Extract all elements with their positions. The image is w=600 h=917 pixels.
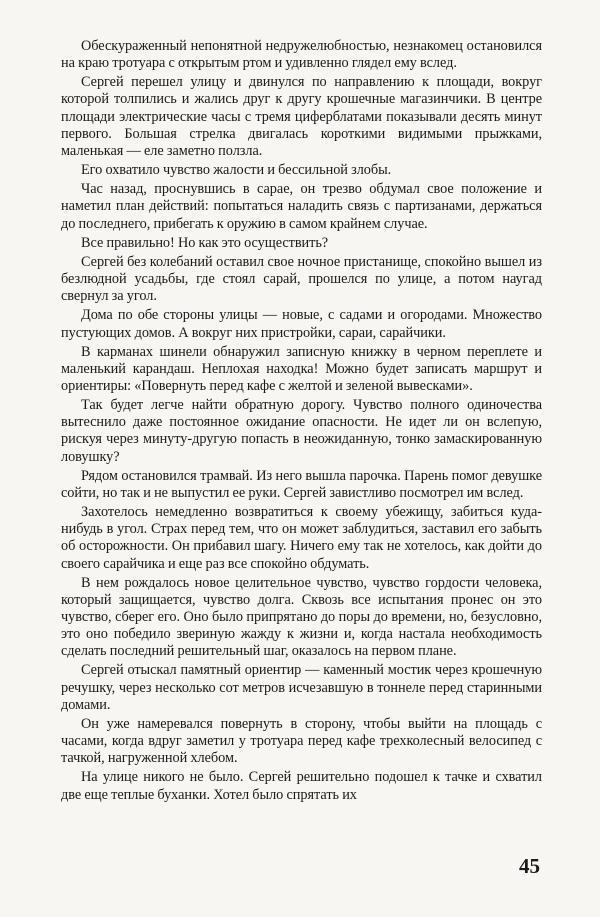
paragraph: Сергей перешел улицу и двинулся по направлению к площади, вокруг которой толпились и жались друг к другу крошечные магазинчики. В центре площади электрические часы с тремя циферблатами показывали десять минут первого. Большая стрелка двигалась короткими видимыми прыжками, маленькая — еле заметно ползла. bbox=[61, 74, 542, 159]
paragraph: Сергей отыскал памятный ориентир — каменный мостик через крошечную речушку, через несколько сот метров исчезавшую в тоннеле перед старинными домами. bbox=[61, 662, 542, 713]
paragraph: Час назад, проснувшись в сарае, он трезво обдумал свое положение и наметил план действий: попытаться наладить связь с партизанами, держаться до последнего, прибегать к оружию в самом крайнем случае. bbox=[61, 181, 542, 232]
paragraph: В нем рождалось новое целительное чувство, чувство гордости человека, который защищается, чувство долга. Сквозь все испытания пронес он это чувство, сберег его. Оно было припрятано до поры до времени, но, безусловно, это оно победило звериную жажду к жизни и, когда настала необходимость сделать последний решительный шаг, оказалось на первом плане. bbox=[61, 574, 542, 660]
paragraph: Сергей без колебаний оставил свое ночное пристанище, спокойно вышел из безлюдной усадьбы, где стоял сарай, прошелся по улице, а потом наугад свернул за угол. bbox=[61, 253, 542, 305]
paragraph: Обескураженный непонятной недружелюбностью, незнакомец остановился на краю тротуара с открытым ртом и удивленно глядел ему вслед. bbox=[61, 38, 542, 72]
paragraph: Дома по обе стороны улицы — новые, с садами и огородами. Множество пустующих домов. А вокруг них пристройки, сараи, сарайчики. bbox=[61, 307, 542, 341]
paragraph: Захотелось немедленно возвратиться к своему убежищу, забиться куда-нибудь в угол. Страх перед тем, что он может заблудиться, заставил его забыть об осторожности. Он прибавил шагу. Ничего ему так не хотелось, как дойти до своего сарайчика и еще раз все спокойно обдумать. bbox=[61, 504, 542, 572]
paragraph: Его охватило чувство жалости и бессильной злобы. bbox=[81, 162, 392, 179]
paragraph: Рядом остановился трамвай. Из него вышла парочка. Парень помог девушке сойти, но так и не выпустил ее руки. Сергей завистливо посмотрел им вслед. bbox=[61, 467, 542, 501]
paragraph: Так будет легче найти обратную дорогу. Чувство полного одиночества вытеснило даже постоянное ожидание опасности. Не идет ли он вслепую, рискуя через минуту-другую попасть в неожиданную, тонко замаскированную ловушку? bbox=[61, 397, 542, 465]
page-number: 45 bbox=[519, 854, 540, 878]
paragraph: На улице никого не было. Сергей решительно подошел к тачке и схватил две еще теплые буханки. Хотел было спрятать их bbox=[61, 769, 542, 803]
body-text bbox=[61, 38, 542, 804]
paragraph: Он уже намеревался повернуть в сторону, чтобы выйти на площадь с часами, когда вдруг заметил у тротуара перед кафе трехколесный велосипед с тачкой, нагруженной хлебом. bbox=[61, 715, 542, 767]
paragraph: Все правильно! Но как это осуществить? bbox=[81, 234, 329, 251]
paragraph: В карманах шинели обнаружил записную книжку в черном переплете и маленький карандаш. Неплохая находка! Можно будет записать маршрут и ориентиры: «Повернуть перед кафе с желтой и зеленой вывесками». bbox=[61, 343, 542, 394]
